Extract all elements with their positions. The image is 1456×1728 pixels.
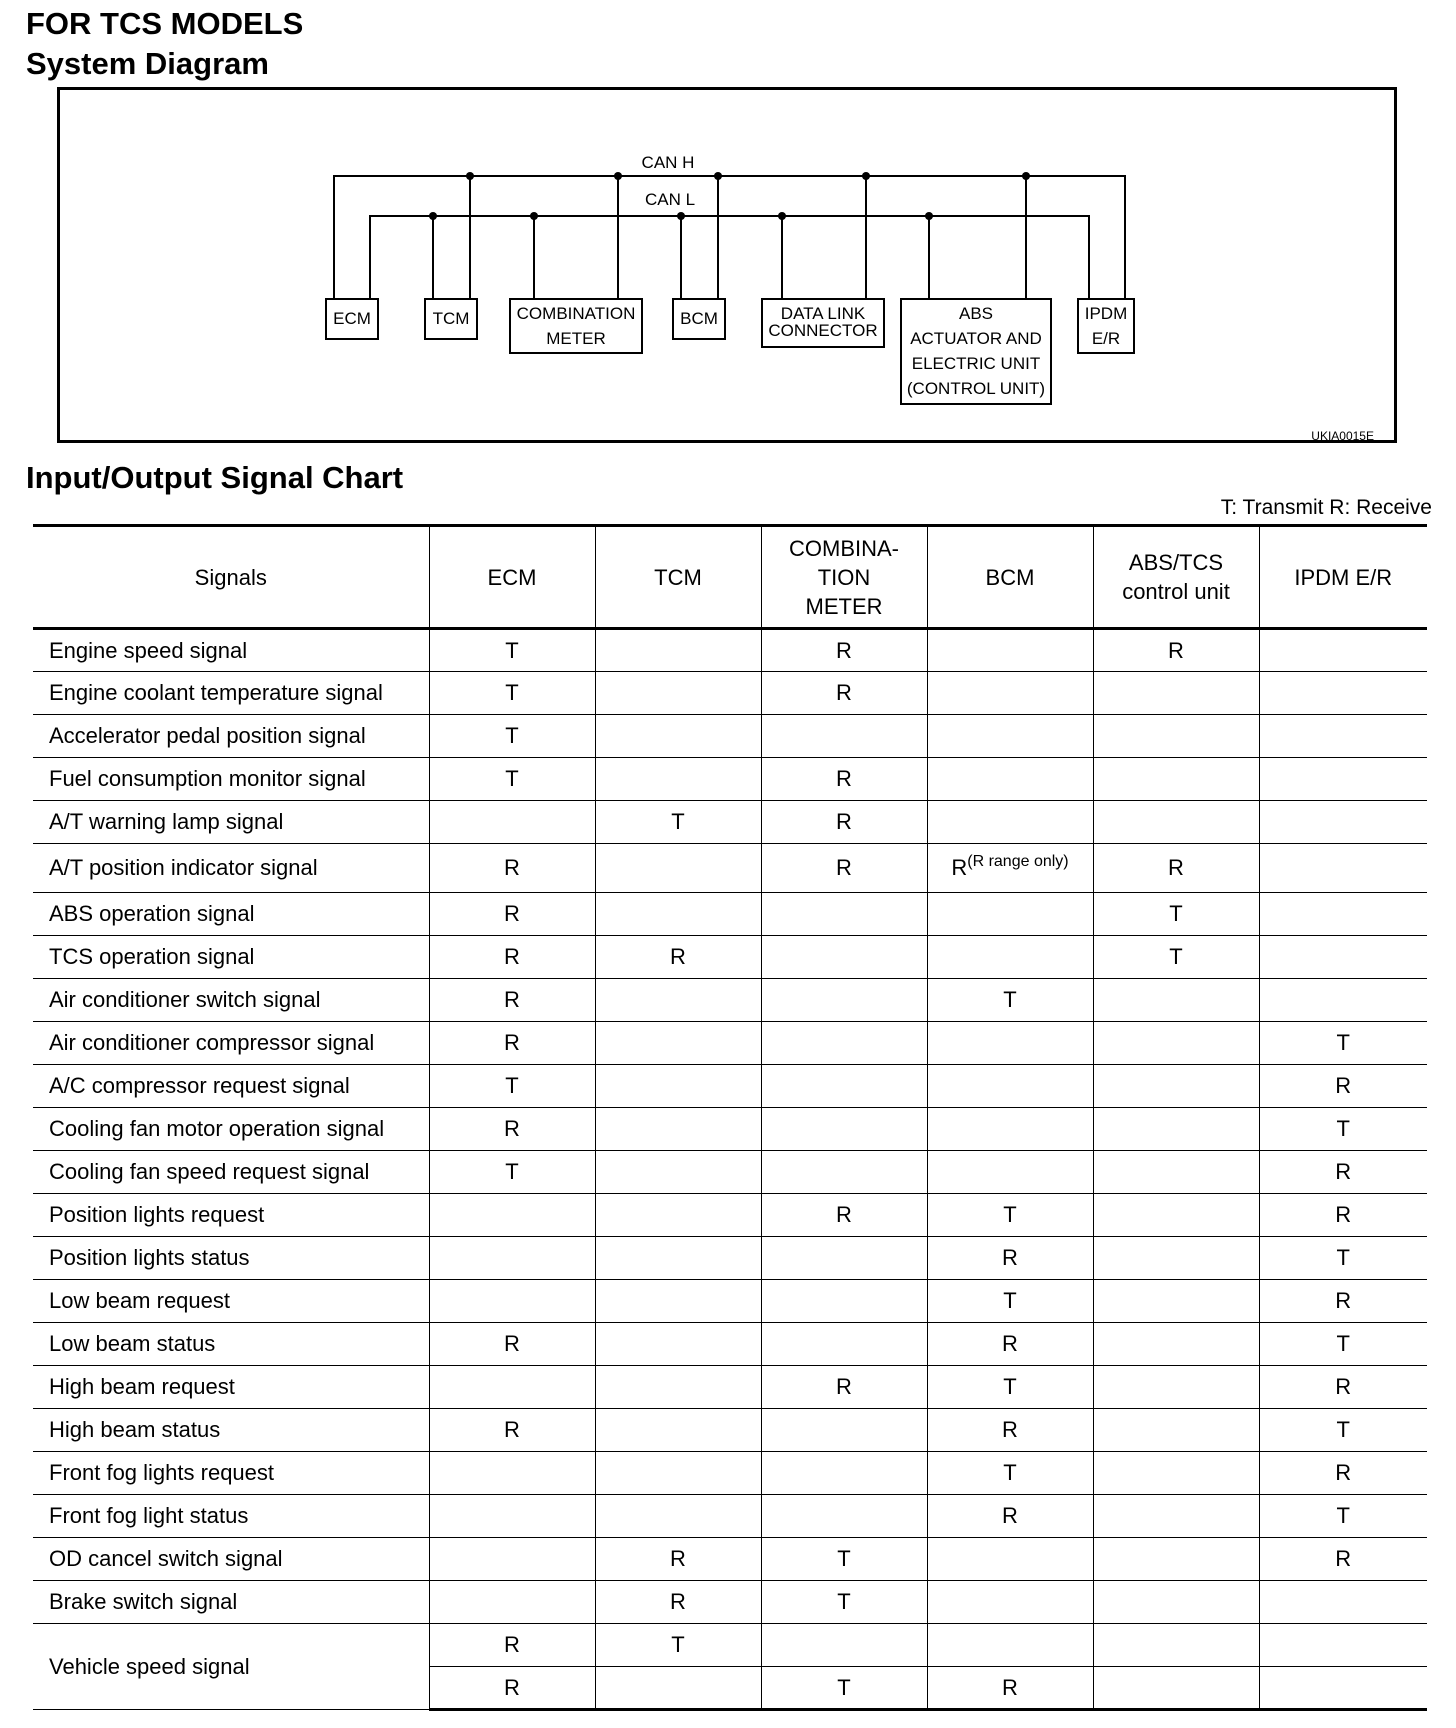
signal-cell (595, 1323, 761, 1366)
table-row (33, 1151, 1427, 1194)
signal-cell: R (429, 1624, 595, 1667)
signal-cell: T (927, 979, 1093, 1022)
table-row (33, 936, 1427, 979)
table-row (33, 715, 1427, 758)
signal-cell: R (927, 1237, 1093, 1280)
unit-abs-line1: ABS (958, 304, 994, 323)
signal-cell: R (761, 801, 927, 844)
signal-name: Position lights status (33, 1237, 429, 1280)
signal-cell (927, 1151, 1093, 1194)
signal-cell: T (429, 1151, 595, 1194)
signal-cell (1259, 893, 1427, 936)
signal-cell (1093, 715, 1259, 758)
signal-cell (761, 1624, 927, 1667)
table-row (33, 629, 1427, 672)
table-row (33, 893, 1427, 936)
header-signals: Signals (33, 526, 429, 629)
model-title: FOR TCS MODELS (26, 6, 304, 41)
signal-cell: R (761, 1366, 927, 1409)
signal-cell: R (1093, 844, 1259, 893)
signal-cell (761, 1495, 927, 1538)
signal-cell: T (1259, 1108, 1427, 1151)
signal-cell (1093, 1108, 1259, 1151)
signal-cell (927, 629, 1093, 672)
signal-cell: R (429, 1108, 595, 1151)
signal-cell: R (761, 758, 927, 801)
signal-cell (1093, 1194, 1259, 1237)
signal-cell (595, 758, 761, 801)
signal-cell: R (429, 893, 595, 936)
signal-name: Accelerator pedal position signal (33, 715, 429, 758)
signal-cell: R (1259, 1452, 1427, 1495)
signal-cell (927, 1624, 1093, 1667)
signal-cell (1093, 1280, 1259, 1323)
unit-abs-line4: (CONTROL UNIT) (906, 379, 1046, 398)
signal-name: A/T position indicator signal (33, 844, 429, 893)
diagram-title: System Diagram (26, 46, 269, 81)
signal-cell (761, 1108, 927, 1151)
signal-name: Brake switch signal (33, 1581, 429, 1624)
signal-cell: $R^{(R range only)}$ (927, 844, 1093, 893)
signal-cell (761, 936, 927, 979)
signal-cell (595, 1151, 761, 1194)
chart-title: Input/Output Signal Chart (26, 460, 404, 495)
signal-cell: T (927, 1194, 1093, 1237)
signal-cell (429, 1194, 595, 1237)
signal-cell (595, 1495, 761, 1538)
signal-cell: R (429, 1667, 595, 1710)
bcm-note: (R range only) (967, 853, 1069, 870)
signal-cell (595, 1065, 761, 1108)
signal-cell (1093, 1624, 1259, 1667)
signal-cell (761, 1452, 927, 1495)
signal-cell (1259, 715, 1427, 758)
signal-cell (595, 715, 761, 758)
signal-cell (595, 893, 761, 936)
signal-cell (595, 1022, 761, 1065)
signal-cell (1093, 1237, 1259, 1280)
signal-cell (1093, 1323, 1259, 1366)
header-combination-meter: COMBINA- TION METER (761, 526, 927, 629)
signal-cell (429, 1495, 595, 1538)
signal-cell (927, 1022, 1093, 1065)
signal-cell (429, 1366, 595, 1409)
signal-cell: T (595, 801, 761, 844)
signal-cell (927, 893, 1093, 936)
signal-cell (1259, 1667, 1427, 1710)
signal-cell (429, 1280, 595, 1323)
signal-cell: T (1259, 1022, 1427, 1065)
signal-cell: T (927, 1280, 1093, 1323)
table-row (33, 1581, 1427, 1624)
signal-cell: R (1259, 1538, 1427, 1581)
table-row (33, 1280, 1427, 1323)
table-row (33, 1323, 1427, 1366)
signal-cell: R (927, 1409, 1093, 1452)
table-row (33, 758, 1427, 801)
header-bcm: BCM (927, 526, 1093, 629)
signal-cell (761, 1151, 927, 1194)
signal-cell (1259, 629, 1427, 672)
signal-cell: R (761, 1194, 927, 1237)
signal-cell: T (1259, 1409, 1427, 1452)
table-row (33, 1624, 1427, 1667)
signal-name: Engine coolant temperature signal (33, 672, 429, 715)
signal-cell (1093, 1581, 1259, 1624)
signal-cell: T (927, 1366, 1093, 1409)
signal-cell (595, 1667, 761, 1710)
signal-cell: T (429, 1065, 595, 1108)
signal-cell: R (429, 1022, 595, 1065)
signal-cell (1259, 672, 1427, 715)
signal-cell: R (595, 936, 761, 979)
signal-name: High beam request (33, 1366, 429, 1409)
signal-name: Cooling fan speed request signal (33, 1151, 429, 1194)
unit-tcm: TCM (432, 309, 470, 328)
signal-cell (761, 979, 927, 1022)
signal-chart-table (33, 524, 1427, 1711)
table-row (33, 1495, 1427, 1538)
signal-cell: R (1259, 1280, 1427, 1323)
signal-name: Front fog light status (33, 1495, 429, 1538)
signal-name: TCS operation signal (33, 936, 429, 979)
can-l-label: CAN L (644, 190, 696, 209)
signal-cell (1093, 1366, 1259, 1409)
signal-name: Air conditioner compressor signal (33, 1022, 429, 1065)
signal-cell: T (595, 1624, 761, 1667)
signal-cell (927, 1581, 1093, 1624)
signal-cell (595, 1452, 761, 1495)
signal-cell: T (1259, 1237, 1427, 1280)
table-row (33, 1108, 1427, 1151)
signal-name: Air conditioner switch signal (33, 979, 429, 1022)
signal-cell (595, 1366, 761, 1409)
signal-cell: T (1259, 1495, 1427, 1538)
figure-code: UKIA0015E (1311, 429, 1374, 443)
signal-cell: T (1093, 893, 1259, 936)
signal-cell: T (429, 629, 595, 672)
unit-data-link-connector-line1: DATA LINK (780, 304, 866, 323)
table-row (33, 1194, 1427, 1237)
signal-name: Front fog lights request (33, 1452, 429, 1495)
signal-cell: R (1259, 1151, 1427, 1194)
signal-cell: T (429, 672, 595, 715)
signal-cell: R (1093, 629, 1259, 672)
unit-ipdm-line1: IPDM (1084, 304, 1128, 323)
signal-cell: R (429, 844, 595, 893)
table-row (33, 1538, 1427, 1581)
signal-name: Low beam status (33, 1323, 429, 1366)
signal-name: Fuel consumption monitor signal (33, 758, 429, 801)
unit-data-link-connector-line2: CONNECTOR (768, 321, 878, 340)
signal-cell: R (1259, 1366, 1427, 1409)
signal-cell (595, 979, 761, 1022)
signal-name: A/T warning lamp signal (33, 801, 429, 844)
legend: T: Transmit R: Receive (1220, 496, 1432, 519)
table-row (33, 979, 1427, 1022)
signal-cell (595, 672, 761, 715)
signal-cell (1093, 1452, 1259, 1495)
signal-cell (927, 1065, 1093, 1108)
signal-cell (761, 1237, 927, 1280)
signal-cell: R (1259, 1065, 1427, 1108)
signal-cell: R (927, 1667, 1093, 1710)
signal-name: Engine speed signal (33, 629, 429, 672)
signal-cell (927, 758, 1093, 801)
signal-cell (1093, 1409, 1259, 1452)
table-row (33, 1065, 1427, 1108)
signal-cell: R (429, 1409, 595, 1452)
unit-ipdm-line2: E/R (1091, 329, 1121, 348)
signal-cell: T (429, 715, 595, 758)
signal-name: Position lights request (33, 1194, 429, 1237)
signal-cell (595, 1409, 761, 1452)
header-abs-tcs: ABS/TCS control unit (1093, 526, 1259, 629)
unit-abs-line2: ACTUATOR AND (910, 329, 1042, 348)
signal-cell (927, 1538, 1093, 1581)
signal-cell (1259, 1624, 1427, 1667)
signal-cell: R (429, 936, 595, 979)
signal-cell (761, 715, 927, 758)
signal-name: OD cancel switch signal (33, 1538, 429, 1581)
signal-cell (927, 936, 1093, 979)
signal-name: ABS operation signal (33, 893, 429, 936)
unit-combination-meter-line2: METER (546, 329, 606, 348)
signal-cell (1093, 1495, 1259, 1538)
table-row (33, 1452, 1427, 1495)
table-row (33, 1409, 1427, 1452)
signal-cell (761, 1323, 927, 1366)
signal-cell: R (1259, 1194, 1427, 1237)
signal-cell: T (761, 1667, 927, 1710)
signal-cell (927, 672, 1093, 715)
header-ecm: ECM (429, 526, 595, 629)
header-ipdm: IPDM E/R (1259, 526, 1427, 629)
signal-name: High beam status (33, 1409, 429, 1452)
signal-cell: T (429, 758, 595, 801)
signal-cell (927, 715, 1093, 758)
unit-ecm: ECM (333, 309, 371, 328)
signal-cell (429, 1452, 595, 1495)
signal-cell: R (761, 844, 927, 893)
signal-cell (429, 1581, 595, 1624)
unit-abs-line3: ELECTRIC UNIT (911, 354, 1041, 373)
signal-cell (429, 1237, 595, 1280)
system-diagram (0, 0, 1456, 460)
table-row (33, 844, 1427, 893)
signal-cell: T (761, 1538, 927, 1581)
signal-cell (761, 1280, 927, 1323)
table-row (33, 801, 1427, 844)
signal-cell (595, 1194, 761, 1237)
table-row (33, 1022, 1427, 1065)
table-header-row (33, 526, 1427, 629)
signal-cell (1093, 1022, 1259, 1065)
signal-cell (1259, 844, 1427, 893)
signal-cell: T (1259, 1323, 1427, 1366)
signal-cell: T (927, 1452, 1093, 1495)
table-row (33, 1237, 1427, 1280)
signal-cell (595, 629, 761, 672)
table-row (33, 672, 1427, 715)
signal-cell (1259, 1581, 1427, 1624)
signal-cell (1259, 758, 1427, 801)
signal-cell (761, 893, 927, 936)
header-tcm: TCM (595, 526, 761, 629)
signal-cell: R (761, 629, 927, 672)
signal-cell (429, 801, 595, 844)
table-row (33, 1366, 1427, 1409)
signal-cell (761, 1065, 927, 1108)
signal-cell (1093, 979, 1259, 1022)
signal-cell: T (1093, 936, 1259, 979)
signal-cell: T (761, 1581, 927, 1624)
signal-cell: R (595, 1581, 761, 1624)
signal-cell (1259, 801, 1427, 844)
can-h-bus (334, 176, 1125, 298)
signal-name: Vehicle speed signal (33, 1624, 429, 1710)
signal-cell (1093, 1538, 1259, 1581)
can-l-bus (370, 216, 1089, 298)
signal-cell (1093, 801, 1259, 844)
unit-combination-meter-line1: COMBINATION (516, 304, 636, 323)
signal-cell (1093, 1151, 1259, 1194)
signal-name: Cooling fan motor operation signal (33, 1108, 429, 1151)
signal-cell: R (927, 1495, 1093, 1538)
signal-cell: R (429, 979, 595, 1022)
signal-cell (429, 1538, 595, 1581)
can-h-label: CAN H (641, 153, 695, 172)
signal-cell (761, 1022, 927, 1065)
signal-cell (595, 1108, 761, 1151)
signal-cell: R (595, 1538, 761, 1581)
signal-cell (927, 801, 1093, 844)
signal-cell (1093, 1667, 1259, 1710)
signal-name: A/C compressor request signal (33, 1065, 429, 1108)
signal-cell (595, 1237, 761, 1280)
signal-cell: R (761, 672, 927, 715)
signal-cell (595, 1280, 761, 1323)
signal-cell: R (429, 1323, 595, 1366)
signal-cell (1093, 672, 1259, 715)
signal-name: Low beam request (33, 1280, 429, 1323)
signal-cell: R (927, 1323, 1093, 1366)
unit-bcm: BCM (680, 309, 718, 328)
signal-cell (1259, 979, 1427, 1022)
signal-cell (927, 1108, 1093, 1151)
signal-cell (1259, 936, 1427, 979)
signal-cell (761, 1409, 927, 1452)
signal-cell (595, 844, 761, 893)
signal-cell (1093, 758, 1259, 801)
signal-cell (1093, 1065, 1259, 1108)
